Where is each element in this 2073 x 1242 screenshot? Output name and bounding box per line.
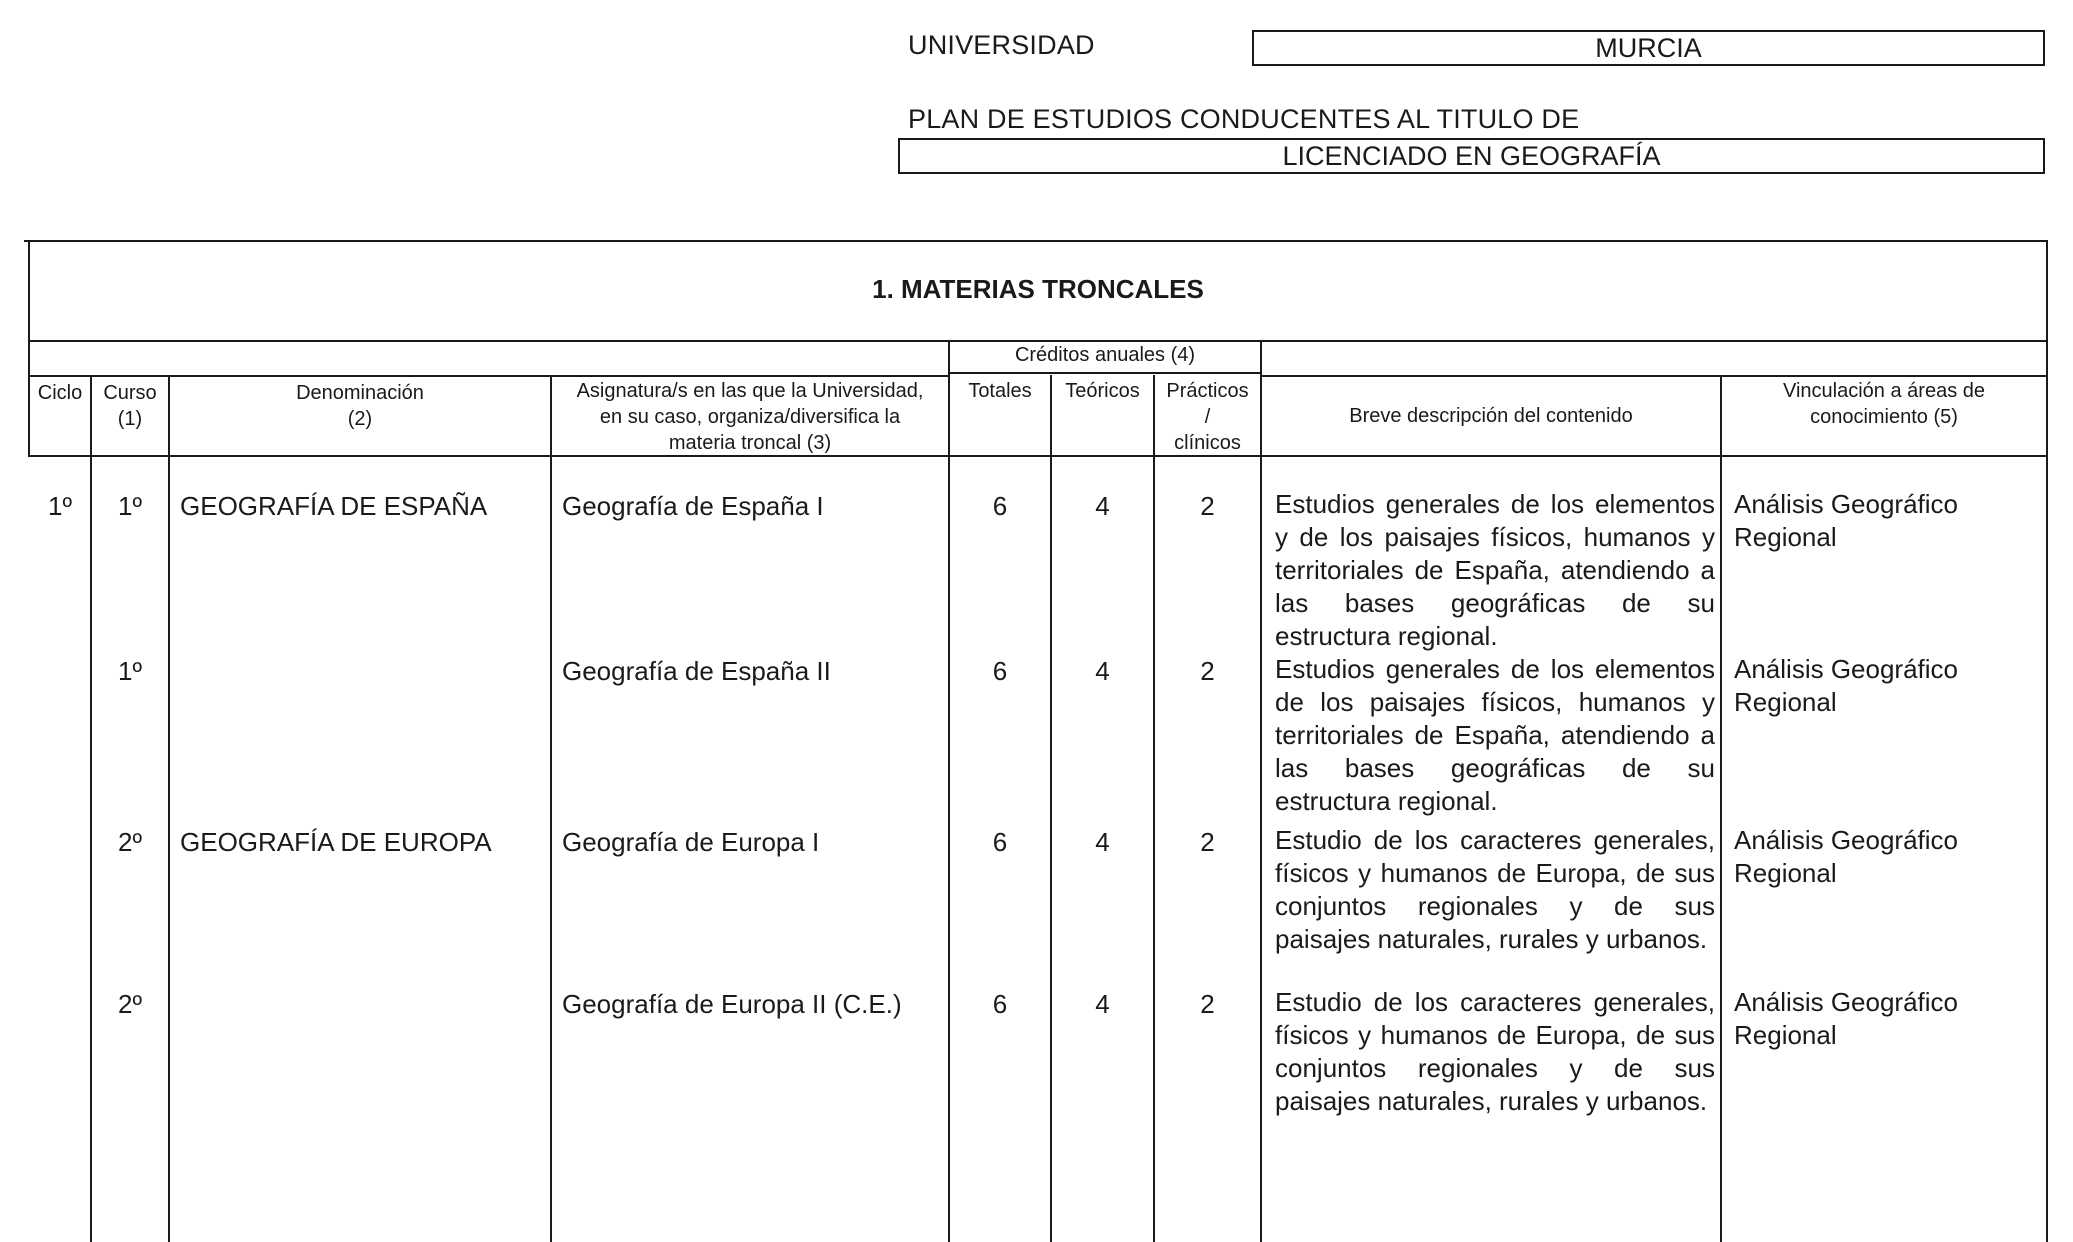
creditos-divider xyxy=(948,372,1260,374)
cell-curso: 1º xyxy=(118,656,142,686)
cell-descripcion: Estudios generales de los elementos de los paisajes físicos, humanos y territoriales de España, atendiendo a las bases geográficas de su estructura regional. xyxy=(1275,654,1715,816)
cell-vinculacion: Análisis Geográfico Regional xyxy=(1734,987,1958,1050)
col-header-asignatura: Asignatura/s en las que la Universidad, en su caso, organiza/diversifica la materia troncal (3) xyxy=(576,380,924,454)
cell-teoricos: 4 xyxy=(1095,656,1110,686)
cell-curso: 1º xyxy=(118,491,142,521)
cell-asignatura: Geografía de Europa I xyxy=(562,827,820,857)
cell-teoricos: 4 xyxy=(1095,989,1110,1019)
col-header-curso: Curso (1) xyxy=(103,382,157,430)
creditos-group-header: Créditos anuales (4) xyxy=(1014,344,1196,366)
header-divider-left xyxy=(28,375,948,377)
section-title: 1. MATERIAS TRONCALES xyxy=(872,274,1204,304)
titulo-value: LICENCIADO EN GEOGRAFÍA xyxy=(1282,140,1661,171)
col-header-ciclo: Ciclo xyxy=(37,382,83,404)
table-right-border xyxy=(2046,240,2048,1242)
titulo-field xyxy=(898,138,2045,174)
col-sep-descripcion xyxy=(1720,375,1722,1242)
cell-practicos: 2 xyxy=(1200,827,1215,857)
cell-totales: 6 xyxy=(992,491,1008,521)
cell-asignatura: Geografía de España I xyxy=(562,491,824,521)
col-header-totales: Totales xyxy=(968,380,1032,402)
cell-denominacion: GEOGRAFÍA DE ESPAÑA xyxy=(180,491,488,521)
cell-practicos: 2 xyxy=(1200,491,1215,521)
col-header-denominacion: Denominación (2) xyxy=(296,382,424,430)
cell-descripcion: Estudios generales de los elementos y de los paisajes físicos, humanos y territoriales de España, atendiendo a las bases geográficas de su estructura regional. xyxy=(1275,489,1715,651)
universidad-field xyxy=(1252,30,2045,66)
col-header-teoricos: Teóricos xyxy=(1065,380,1140,402)
col-sep-denominacion xyxy=(550,375,552,1242)
col-sep-asignatura xyxy=(948,340,950,1242)
header-divider-right xyxy=(1260,375,2048,377)
cell-descripcion: Estudio de los caracteres generales, físicos y humanos de Europa, de sus conjuntos regionales y de sus paisajes naturales, rurales y urbanos. xyxy=(1275,987,1715,1116)
cell-ciclo: 1º xyxy=(48,491,72,521)
cell-teoricos: 4 xyxy=(1095,827,1110,857)
universidad-value: MURCIA xyxy=(1595,32,1702,63)
cell-descripcion: Estudio de los caracteres generales, físicos y humanos de Europa, de sus conjuntos regionales y de sus paisajes naturales, rurales y urbanos. xyxy=(1275,825,1715,954)
col-header-descripcion: Breve descripción del contenido xyxy=(1349,405,1633,427)
cell-totales: 6 xyxy=(992,989,1008,1019)
cell-practicos: 2 xyxy=(1200,989,1215,1019)
col-sep-curso xyxy=(168,375,170,1242)
cell-totales: 6 xyxy=(992,656,1008,686)
table-top-border xyxy=(24,240,2048,242)
cell-practicos: 2 xyxy=(1200,656,1215,686)
cell-teoricos: 4 xyxy=(1095,491,1110,521)
cell-vinculacion: Análisis Geográfico Regional xyxy=(1734,654,1958,717)
plan-label: PLAN DE ESTUDIOS CONDUCENTES AL TITULO DE xyxy=(908,104,1580,134)
cell-asignatura: Geografía de Europa II (C.E.) xyxy=(562,989,902,1019)
cell-curso: 2º xyxy=(118,827,142,857)
col-header-practicos: Prácticos / clínicos xyxy=(1166,380,1249,454)
cell-denominacion: GEOGRAFÍA DE EUROPA xyxy=(180,827,492,857)
column-header-bottom xyxy=(28,455,2048,457)
universidad-label: UNIVERSIDAD xyxy=(908,30,1095,60)
cell-totales: 6 xyxy=(992,827,1008,857)
cell-vinculacion: Análisis Geográfico Regional xyxy=(1734,489,1958,552)
col-sep-practicos xyxy=(1260,340,1262,1242)
cell-curso: 2º xyxy=(118,989,142,1019)
cell-asignatura: Geografía de España II xyxy=(562,656,831,686)
col-header-vinculacion: Vinculación a áreas de conocimiento (5) xyxy=(1783,380,1985,428)
cell-vinculacion: Análisis Geográfico Regional xyxy=(1734,825,1958,888)
